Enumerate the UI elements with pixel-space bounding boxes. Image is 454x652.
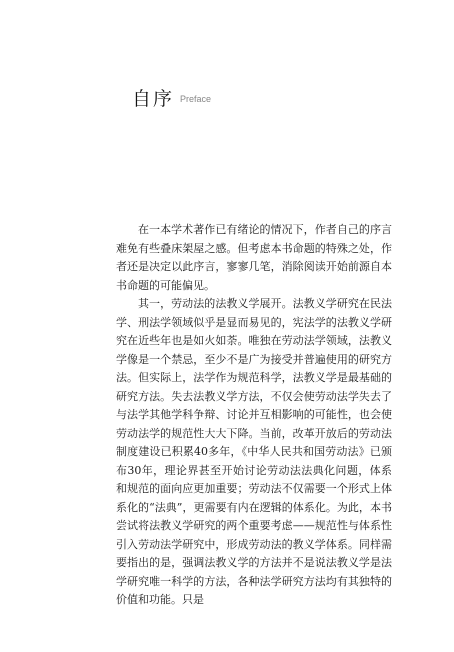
paragraph-2: 其一，劳动法的法教义学展开。法教义学研究在民法学、刑法学领域似乎是显而易见的，宪法学的法教义学研究在近些年也是如火如荼。唯独在劳动法学领域，法教义学像是一个禁忌，至少不是广为接受并普遍使用的研究方法。但实际上，法学作为规范科学，法教义学是最基础的研究方法。失去法教义学方法，不仅会使劳动法学失去了与法学其他学科争辩、讨论并互相影响的可能性，也会使劳动法学的规范性大大下降。当前，改革开放后的劳动法制度建设已积累40多年，《中华人民共和国劳动法》已颁布30年，理论界甚至开始讨论劳动法法典化问题，体系和规范的面向应更加重要；劳动法不仅需要一个形式上体系化的“法典”，更需要有内在逻辑的体系化。为此，本书尝试将法教义学研究的两个重要考虑——规范性与体系性引入劳动法学研究中，形成劳动法的教义学体系。同样需要指出的是，强调法教义学的方法并不是说法教义学是法学研究唯一科学的方法，各种法学研究方法均有其独特的价值和功能。只是 (116, 297, 392, 606)
preface-heading (132, 84, 211, 111)
paragraph-1: 在一本学术著作已有绪论的情况下，作者自己的序言难免有些叠床架屋之感。但考虑本书命题的特殊之处，作者还是决定以此序言，寥寥几笔，消除阅读开始前源自本书命题的可能偏见。 (116, 223, 392, 292)
preface-body (116, 221, 392, 610)
preface-subtitle: Preface (180, 94, 212, 104)
preface-title: 自序 (132, 88, 175, 110)
